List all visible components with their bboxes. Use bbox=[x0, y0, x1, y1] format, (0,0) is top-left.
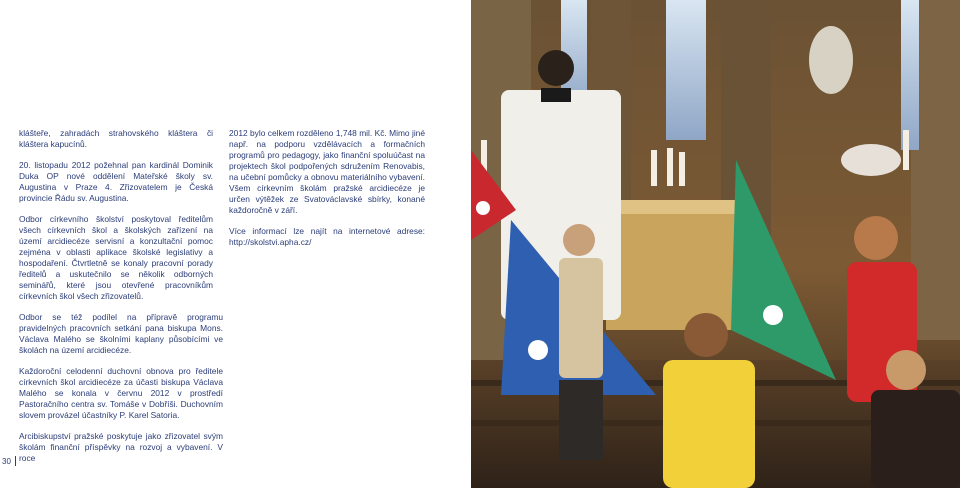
angel-statue bbox=[809, 26, 853, 94]
paragraph: 20. listopadu 2012 požehnal pan kardinál Dominik Duka OP nové oddělení Mateřské školy sv. Augustina v Praze 4. Zřizovatelem je Česká provincie Řádu sv. Augustina. bbox=[19, 160, 213, 203]
child-dark-clothes bbox=[871, 390, 960, 488]
child-legs bbox=[559, 380, 603, 460]
paragraph: Odbor se též podílel na přípravě programu pravidelných pracovních setkání pana biskupa Mons. Václava Malého se školními kaplany působícími ve školách na území arcidiecéze. bbox=[19, 312, 223, 355]
candle bbox=[679, 152, 685, 186]
flag-emblem bbox=[528, 340, 548, 360]
feather-headdress bbox=[841, 144, 901, 176]
page-number-rule bbox=[15, 456, 16, 466]
flag-emblem bbox=[763, 305, 783, 325]
child-head bbox=[886, 350, 926, 390]
paragraph: Odbor církevního školství poskytoval ředitelům všech církevních škol a školských zařízení na území arcidiecéze servisní a konzultační pomoc zejména v oblasti aplikace školské legislativy a hospodaření. Čtvrtletně se konaly pracovní porady ředitelů a uskutečnilo se několik odborných seminářů, které jsou otevřené pracovníkům církevních škol všech zřizovatelů. bbox=[19, 214, 213, 301]
flag-emblem bbox=[476, 201, 490, 215]
text-column-2 bbox=[229, 128, 425, 258]
paragraph: 2012 bylo celkem rozděleno 1,748 mil. Kč. Mimo jiné např. na podporu vzdělávacích a formačních programů pro pedagogy, jako finanční spoluúčast na projektech škol podpořených sdružením Renovabis, na učební pomůcky a obnovu materiálního vybavení. Všem církevním školám pražské arcidiecéze je určen výtěžek ze Svatováclavské sbírky, konané každoročně v září. bbox=[229, 128, 426, 215]
candle bbox=[651, 150, 657, 186]
girl-head bbox=[854, 216, 898, 260]
stained-glass-window bbox=[666, 0, 706, 140]
left-page bbox=[0, 0, 470, 488]
child-costume bbox=[559, 258, 603, 378]
stained-glass-window bbox=[901, 0, 919, 150]
child-head bbox=[684, 313, 728, 357]
altar bbox=[606, 210, 736, 330]
child-head bbox=[563, 224, 595, 256]
paragraph: Více informací lze najít na internetové adrese: http://skolstvi.apha.cz/ bbox=[229, 226, 425, 247]
candle bbox=[903, 130, 909, 170]
page-number: 30 bbox=[2, 456, 11, 466]
paragraph: Arcibiskupství pražské poskytuje jako zřizovatel svým školám finanční příspěvky na rozvoj a vybavení. V roce bbox=[19, 431, 223, 463]
priest-head bbox=[538, 50, 574, 86]
paragraph: Každoroční celodenní duchovní obnova pro ředitele církevních škol arcidiecéze za účasti biskupa Václava Malého se konala v červnu 2012 v prostředí Pastoračního centra sv. Tomáše v Dobříši. Duchovním slovem provázel účastníky P. Karel Satoria. bbox=[19, 366, 223, 420]
church-procession-photo bbox=[471, 0, 960, 488]
page-footer bbox=[0, 456, 16, 466]
paragraph: klášteře, zahradách strahovského kláštera či kláštera kapucínů. bbox=[19, 128, 213, 149]
photo-illustration bbox=[471, 0, 960, 488]
text-column-1 bbox=[19, 128, 223, 474]
altar-top bbox=[601, 200, 741, 214]
priest-collar bbox=[541, 88, 571, 102]
child-yellow-shirt bbox=[663, 360, 755, 488]
candle bbox=[667, 148, 673, 186]
